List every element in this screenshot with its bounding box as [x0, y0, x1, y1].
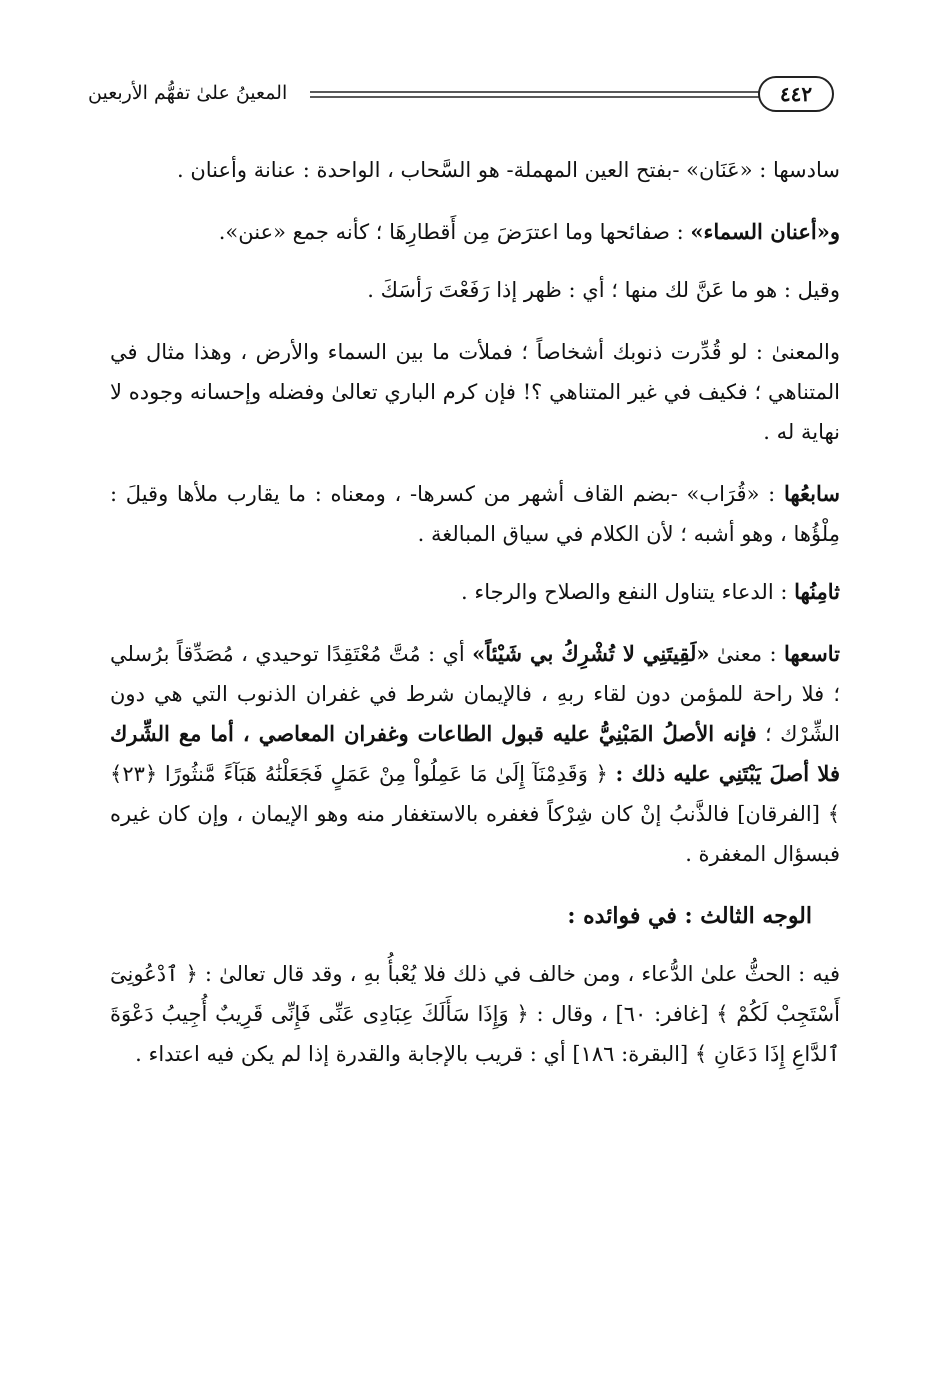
header-rule	[310, 90, 830, 100]
text-eighth: : الدعاء يتناول النفع والصلاح والرجاء .	[460, 580, 795, 604]
text-benefits-c: [البقرة: ١٨٦] أي : قريب بالإجابة والقدرة إذا لم يكن فيه اعتداء .	[135, 1042, 695, 1066]
quran-verse-furqan: ﴿ وَقَدِمْنَآ إِلَىٰ مَا عَمِلُواْ مِنْ عَمَلٍ فَجَعَلْنَٰهُ هَبَآءً مَّنثُورًا ﴿٢٣﴾ ﴾	[110, 762, 840, 826]
section-heading: الوجه الثالث : في فوائده :	[567, 903, 812, 929]
term-seventh: سابعُها	[783, 481, 840, 506]
term-anan-sky: و«أعنان السماء»	[690, 219, 840, 244]
text-ninth-b: أي : مُتَّ مُعْتَقِدًا توحيدي ، مُصَدِّقاً برُسلي ؛ فلا راحة للمؤمن دون لقاء ربهِ ، فالإيمان شرط في غفران الذنوب التي هي دون الشِّرْك ؛	[110, 642, 840, 746]
quran-verse-ghafir: ﴿ ٱدْعُونِىٓ أَسْتَجِبْ لَكُمْ ﴾	[110, 962, 840, 1026]
term-eighth: ثامِنُها	[794, 579, 840, 604]
paragraph-ninth	[110, 634, 840, 874]
text-benefits-a: فيه : الحثُّ علىٰ الدُّعاء ، ومن خالف في ذلك فلا يُعْبأُ بهِ ، وقد قال تعالىٰ :	[197, 962, 840, 986]
text-ninth-bold: فإنه الأصلُ المَبْنِيُّ عليه قبول الطاعات وغفران المعاصي ، أما مع الشِّرك فلا أصلَ يَبْتَنِي عليه ذلك :	[110, 721, 840, 786]
text-ninth-a: : معنىٰ	[709, 642, 784, 666]
text-benefits-b: [غافر: ٦٠] ، وقال :	[528, 1002, 717, 1026]
quran-verse-baqara: ﴿ وَإِذَا سَأَلَكَ عِبَادِى عَنِّى فَإِنِّى قَرِيبٌ أُجِيبُ دَعْوَةَ ٱلدَّاعِ إِذَا دَعَانِ ﴾	[110, 1002, 840, 1066]
page-number: ٤٤٢	[758, 76, 834, 112]
text-ninth-end: [الفرقان] فالذَّنبُ إنْ كان شِرْكاً فغفره بالاستغفار منه وهو الإيمان ، وإن كان غيره فبسؤال المغفرة .	[110, 802, 840, 866]
page-body	[110, 150, 840, 1096]
text-anan-sky: : صفائحها وما اعترَضَ مِن أَقطارِهَا ؛ كأنه جمع «عنن».	[218, 220, 691, 244]
hadith-quote: «لَقِيتَنِي لا تُشْرِكُ بي شَيْئاً»	[472, 641, 710, 666]
paragraph-said: وقيل : هو ما عَنَّ لك منها ؛ أي : ظهر إذا رَفَعْتَ رَأسَكَ .	[367, 278, 840, 302]
paragraph-eighth	[110, 572, 840, 612]
text-seventh: : «قُرَاب» -بضم القاف أشهر من كسرها- ، ومعناه : ما يقارب ملأها وقيلَ : مِلْؤُها ، وهو أشبه ؛ لأن الكلام في سياق المبالغة .	[110, 482, 840, 546]
paragraph-benefits	[110, 954, 840, 1074]
page-header	[88, 74, 840, 114]
paragraph-seventh	[110, 474, 840, 554]
term-ninth: تاسعها	[783, 641, 841, 666]
paragraph-anan-sky	[110, 212, 840, 252]
paragraph-sixth: سادسها : «عَنَان» -بفتح العين المهملة- هو السَّحاب ، الواحدة : عنانة وأعنان .	[177, 158, 840, 182]
paragraph-meaning: والمعنىٰ : لو قُدِّرت ذنوبك أشخاصاً ؛ فملأت ما بين السماء والأرض ، وهذا مثال في المتناهي ؛ فكيف في غير المتناهي ؟! فإن كرم الباري تعالىٰ وفضله وإحسانه وجوده لا نهاية له .	[110, 340, 840, 444]
book-title: المعينُ علىٰ تفهُّم الأربعين	[88, 82, 288, 104]
